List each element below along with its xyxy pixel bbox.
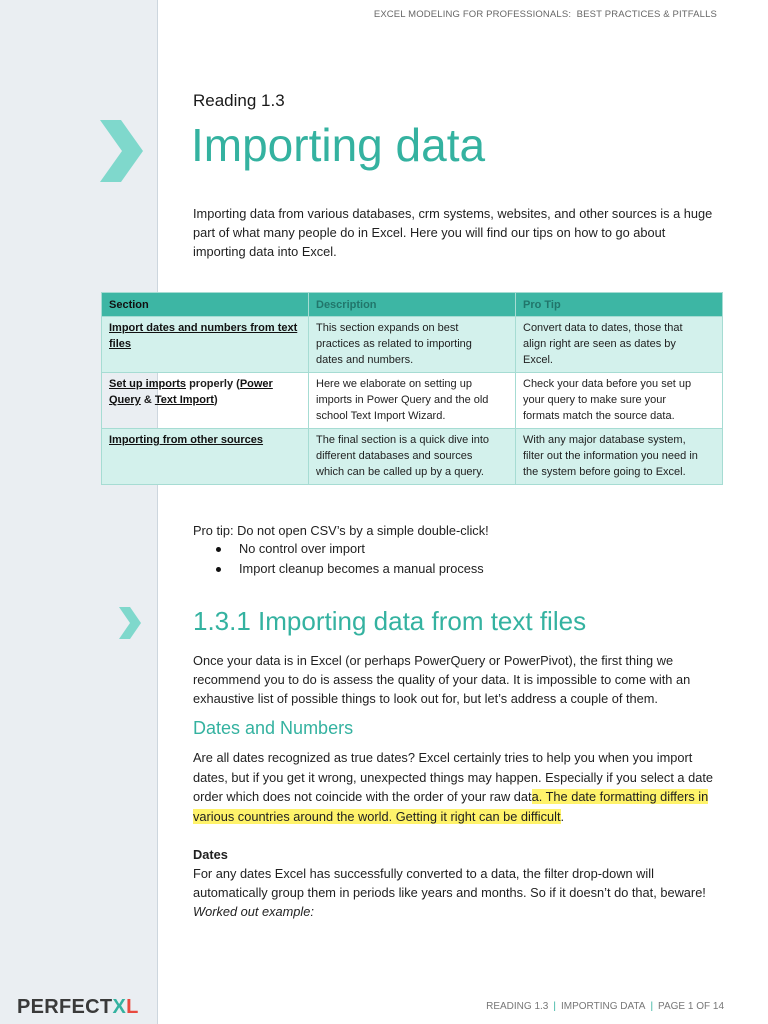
cell-line: This section expands on best — [316, 322, 459, 334]
paragraph-line: importing data into Excel. — [193, 244, 337, 259]
paragraph-line: dates, but if you get it wrong, unexpected things may happen. Especially if you select a date — [193, 769, 714, 785]
section-link-other-sources[interactable] — [109, 432, 302, 448]
paragraph-line: Importing data from various databases, crm systems, websites, and other sources is a huge — [193, 206, 713, 221]
section-cell — [102, 429, 309, 485]
cell-line: With any major database system, — [523, 434, 686, 446]
link-line: Importing from other sources — [109, 434, 264, 446]
reading-label: Reading 1.3 — [193, 91, 285, 110]
footer-chapter: IMPORTING DATA — [560, 1001, 646, 1012]
pro-tip-bullet-list — [193, 539, 484, 579]
subheading-dates-numbers: Dates and Numbers — [193, 718, 354, 738]
worked-example-label: Worked out example: — [193, 904, 314, 919]
footer-reading: READING 1.3 — [486, 1001, 549, 1012]
running-header-title: EXCEL MODELING FOR PROFESSIONALS: BEST PRACTICES & PITFALLS — [373, 9, 717, 20]
cell-line: your query to make sure your — [523, 394, 667, 406]
cell-line: the system before going to Excel. — [523, 466, 686, 478]
section-text: ) — [213, 394, 218, 406]
power-query-link[interactable]: Power — [239, 378, 273, 390]
dates-heading: Dates — [193, 847, 228, 862]
plain-text: . — [560, 808, 565, 824]
paragraph-line: part of what many people do in Excel. Here you will find our tips on how to go about — [193, 225, 666, 240]
column-header-description: Description — [309, 293, 516, 317]
section-cell — [102, 317, 309, 373]
page-title: Importing data — [191, 119, 486, 171]
section-intro-paragraph — [193, 651, 690, 708]
dates-numbers-paragraph — [193, 748, 713, 826]
bullet-icon — [216, 567, 221, 572]
list-item — [193, 539, 484, 559]
section-link-import-dates-numbers[interactable] — [109, 320, 302, 352]
plain-text: order which does not coincide with the order of your raw dat — [193, 789, 532, 804]
bullet-text: No control over import — [239, 541, 365, 556]
paragraph-line: automatically group them in periods like years and months. So if it doesn’t do that, beware! — [193, 885, 706, 900]
cell-line: align right are seen as dates by — [523, 338, 676, 350]
pro-tip-cell — [516, 373, 723, 429]
cell-line: Check your data before you set up — [523, 378, 692, 390]
section-line — [109, 376, 302, 392]
cell-line: The final section is a quick dive into — [316, 434, 490, 446]
link-line: files — [109, 338, 132, 350]
chevron-right-icon — [100, 120, 143, 182]
power-query-link[interactable]: Query — [109, 394, 141, 406]
cell-line: Convert data to dates, those that — [523, 322, 683, 334]
list-item — [193, 559, 484, 579]
description-cell — [309, 317, 516, 373]
pro-tip-cell — [516, 317, 723, 373]
section-text: & — [140, 394, 155, 406]
paragraph-line — [193, 807, 713, 827]
footer-page-info — [486, 1001, 724, 1013]
cell-line: dates and numbers. — [316, 354, 414, 366]
table-row — [102, 429, 723, 485]
section-link-set-up-imports[interactable]: Set up imports — [109, 378, 187, 390]
description-cell — [309, 429, 516, 485]
cell-line: imports in Power Query and the old — [316, 394, 489, 406]
footer-separator: | — [553, 1001, 556, 1012]
table-header-row — [102, 293, 723, 317]
cell-line: which can be called up by a query. — [316, 466, 484, 478]
highlighted-text: a. The date formatting differs in — [531, 789, 709, 804]
column-header-pro-tip: Pro Tip — [516, 293, 723, 317]
intro-paragraph — [193, 204, 712, 261]
perfectxl-logo — [17, 995, 139, 1019]
footer-page-number: PAGE 1 OF 14 — [658, 1001, 724, 1012]
table-row — [102, 317, 723, 373]
table-row — [102, 373, 723, 429]
logo-text: X — [112, 996, 127, 1018]
chevron-right-icon — [119, 607, 142, 639]
text-import-link[interactable]: Text Import — [154, 394, 214, 406]
sections-table — [101, 292, 723, 485]
cell-line: different databases and sources — [316, 450, 473, 462]
cell-line: school Text Import Wizard. — [316, 410, 446, 422]
pro-tip-cell — [516, 429, 723, 485]
section-line — [109, 392, 302, 408]
bullet-text: Import cleanup becomes a manual process — [239, 561, 484, 576]
dates-paragraph — [193, 864, 706, 921]
cell-line: practices as related to importing — [316, 338, 472, 350]
column-header-section: Section — [102, 293, 309, 317]
section-heading: 1.3.1 Importing data from text files — [193, 606, 587, 636]
logo-text: L — [126, 996, 139, 1018]
paragraph-line: For any dates Excel has successfully converted to a data, the filter drop-down will — [193, 866, 654, 881]
paragraph-line: Once your data is in Excel (or perhaps PowerQuery or PowerPivot), the first thing we — [193, 653, 674, 668]
paragraph-line: Are all dates recognized as true dates? Excel certainly tries to help you when you import — [193, 750, 693, 765]
section-text: properly ( — [186, 378, 240, 390]
logo-text: PERFECT — [17, 996, 113, 1018]
paragraph-line: recommend you to do is assess the quality of your data. It is impossible to come with an — [193, 672, 691, 687]
bullet-icon — [216, 547, 221, 552]
paragraph-line — [193, 787, 713, 807]
highlighted-text: various countries around the world. Getting it right can be difficult — [193, 808, 561, 824]
pro-tip-text: Pro tip: Do not open CSV’s by a simple double-click! — [193, 523, 489, 538]
cell-line: formats match the source data. — [523, 410, 675, 422]
description-cell — [309, 373, 516, 429]
footer-separator: | — [650, 1001, 654, 1012]
cell-line: Excel. — [523, 354, 553, 366]
section-cell — [102, 373, 309, 429]
cell-line: filter out the information you need in — [523, 450, 698, 462]
cell-line: Here we elaborate on setting up — [316, 378, 472, 390]
paragraph-line: exhaustive list of possible things to look out for, but let’s address a couple of them. — [193, 691, 658, 706]
link-line: Import dates and numbers from text — [109, 322, 298, 334]
